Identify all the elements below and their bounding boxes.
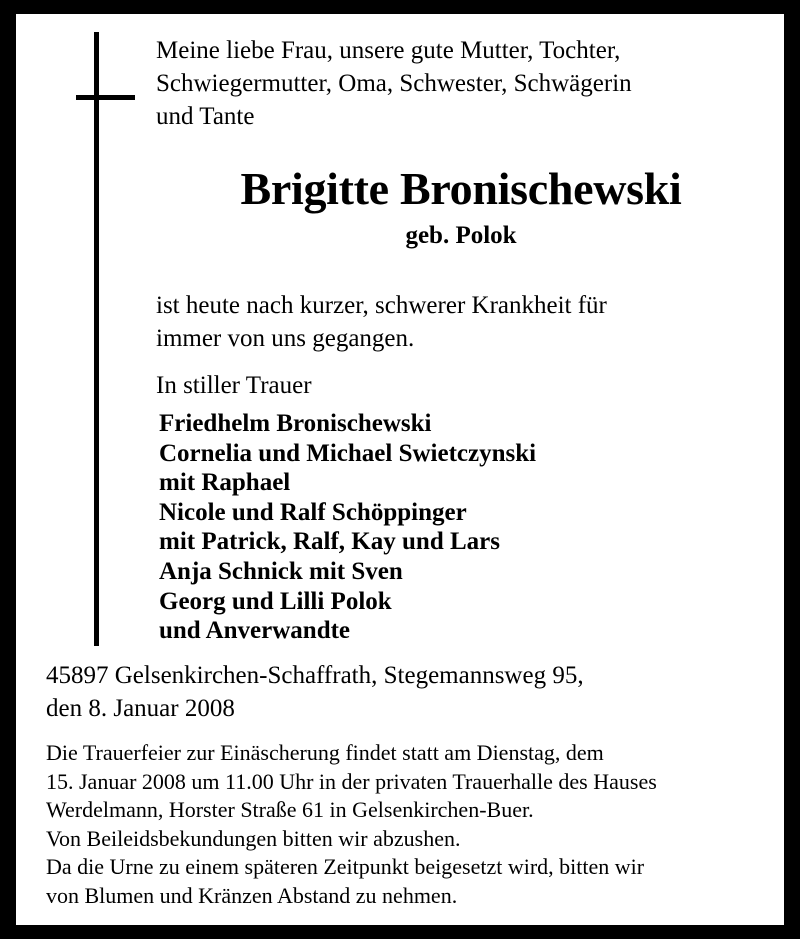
list-item: mit Raphael [159,469,291,497]
list-item: Anja Schnick mit Sven [159,557,403,585]
address-block [46,659,584,725]
address-line: den 8. Januar 2008 [46,695,235,722]
list-item: Georg und Lilli Polok [159,587,392,615]
service-line: Die Trauerfeier zur Einäscherung findet statt am Dienstag, dem [46,740,604,765]
service-line: Von Beileidsbekundungen bitten wir abzushen. [46,825,461,851]
service-line: Werdelmann, Horster Straße 61 in Gelsenkirchen-Buer. [46,797,534,822]
list-item: mit Patrick, Ralf, Kay und Lars [159,528,500,556]
maiden-name: geb. Polok [405,222,517,249]
passing-text [156,289,756,355]
notice-content [16,14,784,925]
intro-line: Meine liebe Frau, unsere gute Mutter, Tochter, [156,37,621,64]
passing-line: immer von uns gegangen. [156,325,415,352]
list-item: Friedhelm Bronischewski [159,410,432,437]
mourners-list [159,409,536,646]
list-item: und Anverwandte [159,617,351,645]
intro-line: und Tante [156,103,255,130]
address-line: 45897 Gelsenkirchen-Schaffrath, Stegemannsweg 95, [46,662,584,689]
mourning-label: In stiller Trauer [156,372,312,399]
list-item: Cornelia und Michael Swietczynski [159,439,537,467]
passing-line: ist heute nach kurzer, schwerer Krankheit für [156,292,607,319]
service-details [46,739,766,910]
deceased-name: Brigitte Bronischewski [240,163,682,214]
intro-line: Schwiegermutter, Oma, Schwester, Schwägerin [156,70,632,97]
notice-inner-panel [16,14,784,925]
service-line: von Blumen und Kränzen Abstand zu nehmen. [46,882,458,908]
service-line: 15. Januar 2008 um 11.00 Uhr in der privaten Trauerhalle des Hauses [46,768,657,794]
intro-text [156,34,756,133]
list-item: Nicole und Ralf Schöppinger [159,498,467,526]
service-line: Da die Urne zu einem späteren Zeitpunkt beigesetzt wird, bitten wir [46,854,645,879]
